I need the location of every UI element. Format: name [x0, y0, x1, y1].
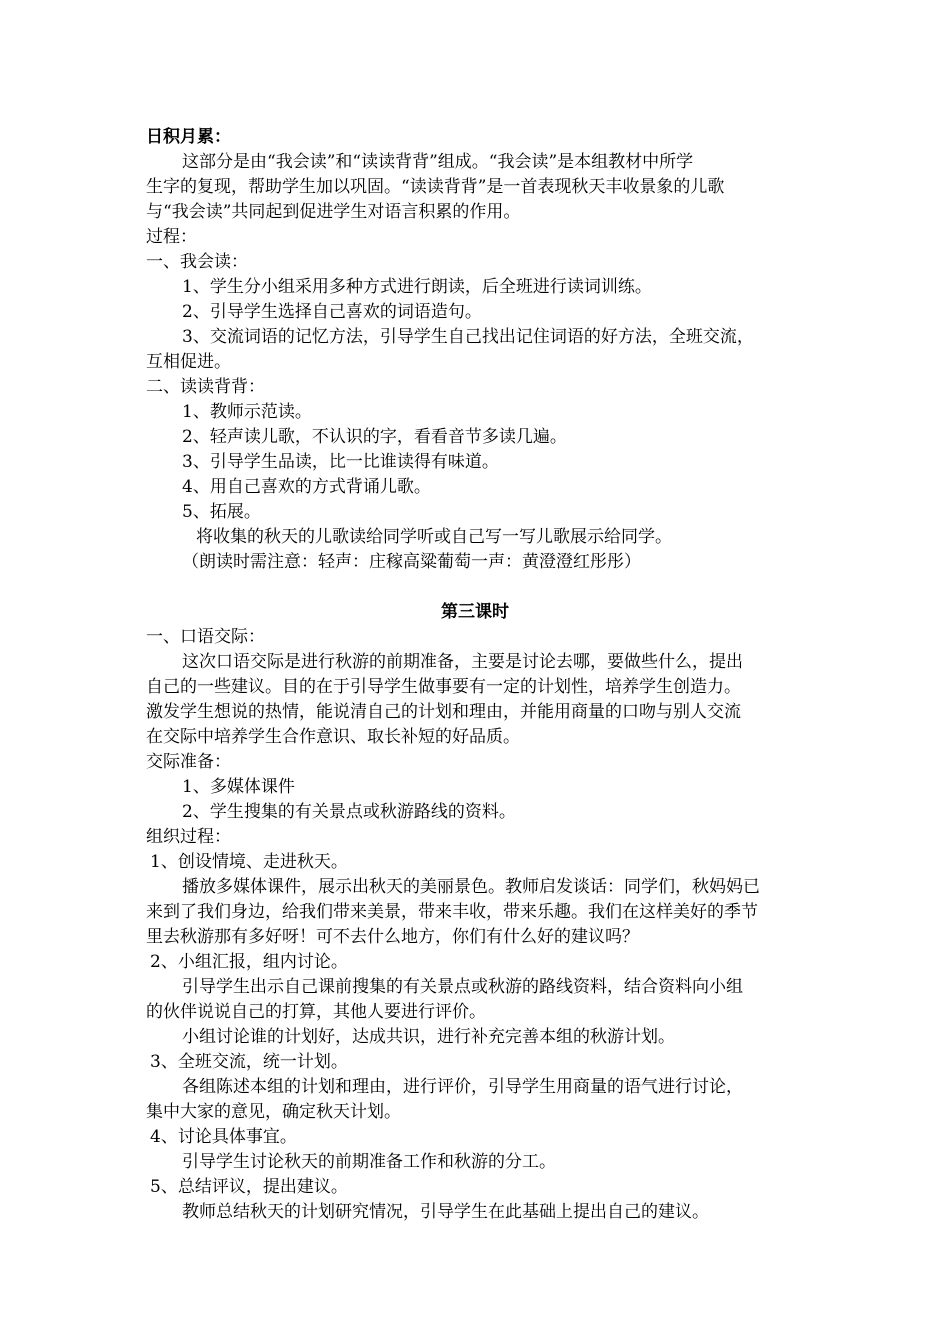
paragraph-line: 这次口语交际是进行秋游的前期准备，主要是讨论去哪，要做些什么，提出	[182, 652, 743, 672]
paragraph-line: 里去秋游那有多好呀！可不去什么地方，你们有什么好的建议吗？	[146, 927, 639, 947]
step-line: 3、交流词语的记忆方法，引导学生自己找出记住词语的好方法，全班交流，	[182, 327, 754, 347]
part-title: 一、口语交际：	[146, 627, 265, 647]
paragraph-line: 各组陈述本组的计划和理由，进行评价，引导学生用商量的语气进行讨论，	[182, 1077, 743, 1097]
part-title: 二、读读背背：	[146, 377, 265, 397]
extension-text: 将收集的秋天的儿歌读给同学听或自己写一写儿歌展示给同学。	[196, 527, 672, 547]
paragraph-line: 集中大家的意见，确定秋天计划。	[146, 1102, 401, 1122]
step-title: 1、创设情境、走进秋天。	[150, 852, 348, 872]
part-title: 一、我会读：	[146, 252, 248, 272]
prep-label: 交际准备：	[146, 752, 231, 772]
paragraph-line: 自己的一些建议。目的在于引导学生做事要有一定的计划性，培养学生创造力。	[146, 677, 741, 697]
paragraph-line: 与“我会读”共同起到促进学生对语言积累的作用。	[146, 202, 521, 222]
step-line: 2、轻声读儿歌，不认识的字，看看音节多读几遍。	[182, 427, 567, 447]
step-line: 4、用自己喜欢的方式背诵儿歌。	[182, 477, 431, 497]
section-heading: 日积月累：	[146, 127, 231, 147]
paragraph-line: 这部分是由“我会读”和“读读背背”组成。“我会读”是本组教材中所学	[182, 152, 694, 172]
paragraph-line: 生字的复现，帮助学生加以巩固。“读读背背”是一首表现秋天丰收景象的儿歌	[146, 177, 725, 197]
paragraph-line: 引导学生讨论秋天的前期准备工作和秋游的分工。	[182, 1152, 556, 1172]
step-title: 4、讨论具体事宜。	[150, 1127, 297, 1147]
paragraph-line: 来到了我们身边，给我们带来美景，带来丰收，带来乐趣。我们在这样美好的季节	[146, 902, 758, 922]
step-line: 3、引导学生品读，比一比谁读得有味道。	[182, 452, 499, 472]
org-label: 组织过程：	[146, 827, 231, 847]
note-text: （朗读时需注意：轻声：庄稼高粱葡萄一声：黄澄澄红彤彤）	[182, 552, 641, 572]
step-line: 1、教师示范读。	[182, 402, 312, 422]
paragraph-line: 引导学生出示自己课前搜集的有关景点或秋游的路线资料，结合资料向小组	[182, 977, 743, 997]
paragraph-line: 激发学生想说的热情，能说清自己的计划和理由，并能用商量的口吻与别人交流	[146, 702, 741, 722]
step-title: 5、总结评议，提出建议。	[150, 1177, 348, 1197]
step-line: 互相促进。	[146, 352, 231, 372]
step-line: 1、学生分小组采用多种方式进行朗读，后全班进行读词训练。	[182, 277, 652, 297]
step-title: 2、小组汇报，组内讨论。	[150, 952, 348, 972]
paragraph-line: 播放多媒体课件，展示出秋天的美丽景色。教师启发谈话：同学们，秋妈妈已	[182, 877, 760, 897]
prep-item: 2、学生搜集的有关景点或秋游路线的资料。	[182, 802, 516, 822]
step-line: 2、引导学生选择自己喜欢的词语造句。	[182, 302, 482, 322]
step-line: 5、拓展。	[182, 502, 261, 522]
paragraph-line: 小组讨论谁的计划好，达成共识，进行补充完善本组的秋游计划。	[182, 1027, 675, 1047]
lesson-title: 第三课时	[441, 602, 509, 622]
step-title: 3、全班交流，统一计划。	[150, 1052, 348, 1072]
paragraph-line: 的伙伴说说自己的打算，其他人要进行评价。	[146, 1002, 486, 1022]
paragraph-line: 教师总结秋天的计划研究情况，引导学生在此基础上提出自己的建议。	[182, 1202, 709, 1222]
process-label: 过程：	[146, 227, 197, 247]
paragraph-line: 在交际中培养学生合作意识、取长补短的好品质。	[146, 727, 520, 747]
prep-item: 1、多媒体课件	[182, 777, 295, 797]
